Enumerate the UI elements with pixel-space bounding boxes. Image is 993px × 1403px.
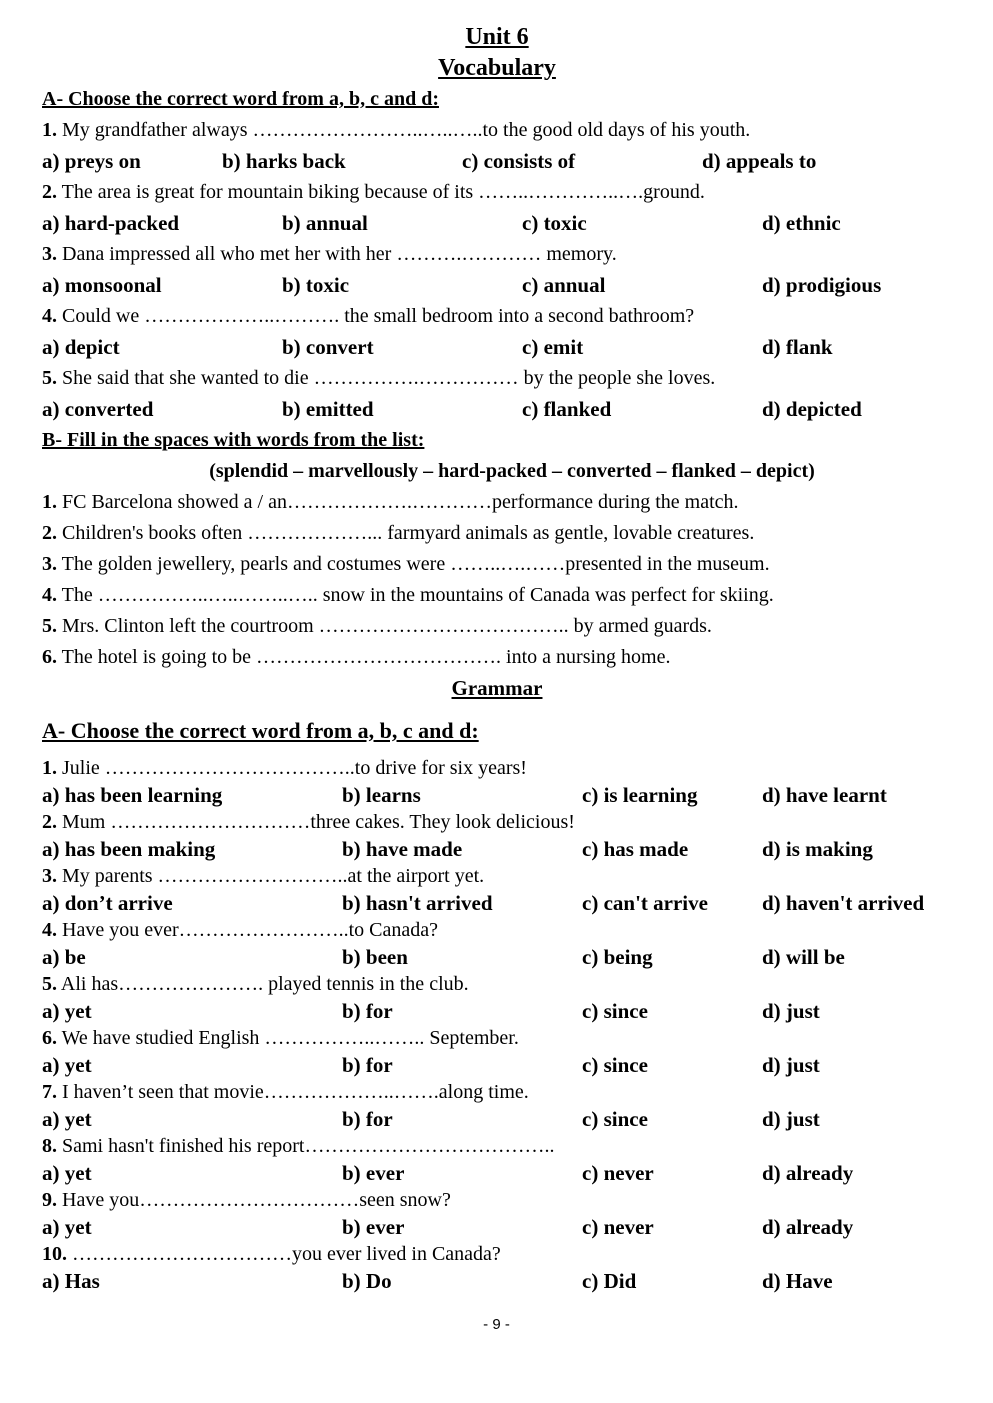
option-d[interactable]: d) have learnt [762,783,887,807]
question-number: 2. [42,181,57,203]
sentence-text: The hotel is going to be ………………………………. into a nursing home. [57,646,671,668]
grammar-question [42,863,952,890]
question-number: 1. [42,491,57,513]
sentence-text: The ……………..…..……..….. snow in the mountains of Canada was perfect for skiing. [57,584,774,606]
option-a[interactable]: a) yet [42,999,92,1023]
option-a[interactable]: a) has been learning [42,783,223,807]
sentence-text: Mrs. Clinton left the courtroom ……………………………….. by armed guards. [57,615,712,637]
question-number: 8. [42,1135,57,1157]
option-b[interactable]: b) have made [342,837,463,861]
sentence-text: FC Barcelona showed a / an……………….…………performance during the match. [57,491,739,513]
vocab-question [42,177,952,208]
option-a[interactable]: a) yet [42,1161,92,1185]
grammar-options [42,1268,952,1295]
question-number: 5. [42,367,57,389]
option-b[interactable]: b) ever [342,1161,405,1185]
vocab-part-a-heading: A- Choose the correct word from a, b, c and d: [42,88,439,110]
option-d[interactable]: d) flank [762,335,833,359]
option-b[interactable]: b) ever [342,1215,405,1239]
option-c[interactable]: c) emit [522,335,584,359]
question-number: 3. [42,553,57,575]
grammar-options [42,998,952,1025]
option-c[interactable]: c) since [582,1107,648,1131]
grammar-question [42,809,952,836]
question-text: The area is great for mountain biking because of its ……..…………..….ground. [57,181,705,203]
fill-in-sentence [42,518,952,549]
option-b[interactable]: b) for [342,999,393,1023]
vocab-options [42,332,952,363]
option-a[interactable]: a) has been making [42,837,216,861]
grammar-question [42,917,952,944]
vocab-question [42,301,952,332]
grammar-question [42,755,952,782]
question-text: I haven’t seen that movie………………..…….along time. [57,1081,529,1103]
option-a[interactable]: a) hard-packed [42,211,180,235]
option-d[interactable]: d) appeals to [702,149,817,173]
grammar-options [42,944,952,971]
vocab-options [42,394,952,425]
vocab-options [42,208,952,239]
option-d[interactable]: d) just [762,999,820,1023]
question-number: 6. [42,646,57,668]
option-a[interactable]: a) converted [42,397,154,421]
grammar-question [42,1025,952,1052]
grammar-question [42,1187,952,1214]
worksheet-page [42,22,952,1295]
vocabulary-title: Vocabulary [438,55,556,81]
sentence-text: The golden jewellery, pearls and costumes were ……..….……presented in the museum. [57,553,770,575]
question-text: My parents ………………………..at the airport yet. [57,865,485,887]
option-a[interactable]: a) monsoonal [42,273,162,297]
question-text: Have you ever……………………..to Canada? [57,919,439,941]
option-d[interactable]: d) already [762,1215,854,1239]
grammar-options [42,890,952,917]
sentence-text: Children's books often ………………... farmyard animals as gentle, lovable creatures. [57,522,755,544]
question-number: 3. [42,243,57,265]
question-number: 5. [42,615,57,637]
option-d[interactable]: d) depicted [762,397,862,421]
option-b[interactable]: b) toxic [282,273,350,297]
option-c[interactable]: c) never [582,1161,654,1185]
option-d[interactable]: d) haven't arrived [762,891,925,915]
option-c[interactable]: c) can't arrive [582,891,708,915]
option-c[interactable]: c) consists of [462,149,576,173]
option-c[interactable]: c) flanked [522,397,612,421]
grammar-question [42,1079,952,1106]
fill-in-sentence [42,487,952,518]
question-number: 2. [42,811,57,833]
option-b[interactable]: b) for [342,1053,393,1077]
option-c[interactable]: c) has made [582,837,689,861]
question-number: 4. [42,584,57,606]
fill-in-sentence [42,549,952,580]
vocab-part-b-heading: B- Fill in the spaces with words from the list: [42,429,425,451]
question-number: 4. [42,305,57,327]
option-a[interactable]: a) Has [42,1269,100,1293]
question-number: 4. [42,919,57,941]
question-text: Dana impressed all who met her with her ……….………… memory. [57,243,617,265]
option-b[interactable]: b) been [342,945,408,969]
option-a[interactable]: a) preys on [42,149,141,173]
question-number: 1. [42,757,57,779]
page-number: - 9 - [483,1316,510,1333]
grammar-options [42,1106,952,1133]
question-number: 9. [42,1189,57,1211]
question-number: 2. [42,522,57,544]
question-text: Could we ………………..………. the small bedroom into a second bathroom? [57,305,695,327]
grammar-question [42,1133,952,1160]
option-c[interactable]: c) never [582,1215,654,1239]
question-text: ……………………………you ever lived in Canada? [67,1243,501,1265]
option-c[interactable]: c) Did [582,1269,637,1293]
question-text: She said that she wanted to die …………….…………… by the people she loves. [57,367,716,389]
option-d[interactable]: d) prodigious [762,273,882,297]
question-number: 10. [42,1243,67,1265]
vocab-options [42,146,952,177]
fill-in-sentence [42,642,952,673]
grammar-part-a-heading: A- Choose the correct word from a, b, c and d: [42,718,479,743]
question-text: Have you……………………………seen snow? [57,1189,451,1211]
option-b[interactable]: b) learns [342,783,421,807]
option-b[interactable]: b) Do [342,1269,392,1293]
option-c[interactable]: c) being [582,945,653,969]
option-a[interactable]: a) be [42,945,86,969]
question-text: We have studied English ……………..…….. September. [57,1027,519,1049]
option-d[interactable]: d) is making [762,837,873,861]
unit-title: Unit 6 [465,24,529,50]
option-d[interactable]: d) will be [762,945,845,969]
question-number: 6. [42,1027,57,1049]
option-a[interactable]: a) don’t arrive [42,891,173,915]
question-text: Sami hasn't finished his report……………………………….. [57,1135,555,1157]
vocab-question [42,239,952,270]
question-text: Mum …………………………three cakes. They look delicious! [57,811,575,833]
grammar-options [42,782,952,809]
option-a[interactable]: a) yet [42,1215,92,1239]
option-d[interactable]: d) already [762,1161,854,1185]
option-b[interactable]: b) emitted [282,397,374,421]
grammar-options [42,836,952,863]
grammar-options [42,1052,952,1079]
option-c[interactable]: c) since [582,1053,648,1077]
option-c[interactable]: c) annual [522,273,606,297]
vocab-question [42,115,952,146]
option-d[interactable]: d) just [762,1107,820,1131]
question-number: 1. [42,119,57,141]
grammar-question [42,1241,952,1268]
vocab-options [42,270,952,301]
question-number: 5. [42,973,57,995]
option-b[interactable]: b) convert [282,335,374,359]
question-text: Julie ………………………………..to drive for six years! [57,757,527,779]
fill-in-sentence [42,611,952,642]
option-b[interactable]: b) for [342,1107,393,1131]
option-d[interactable]: d) Have [762,1269,833,1293]
word-list: (splendid – marvellously – hard-packed – converted – flanked – depict) [209,460,815,482]
option-a[interactable]: a) depict [42,335,120,359]
question-number: 3. [42,865,57,887]
option-c[interactable]: c) toxic [522,211,587,235]
option-d[interactable]: d) just [762,1053,820,1077]
option-b[interactable]: b) harks back [222,149,346,173]
question-number: 7. [42,1081,57,1103]
grammar-options [42,1160,952,1187]
option-c[interactable]: c) since [582,999,648,1023]
grammar-title: Grammar [451,676,543,700]
question-text: My grandfather always ……………………..…..…..to the good old days of his youth. [57,119,751,141]
option-b[interactable]: b) annual [282,211,368,235]
option-c[interactable]: c) is learning [582,783,698,807]
fill-in-sentence [42,580,952,611]
vocab-question [42,363,952,394]
option-a[interactable]: a) yet [42,1107,92,1131]
option-d[interactable]: d) ethnic [762,211,841,235]
option-a[interactable]: a) yet [42,1053,92,1077]
question-text: Ali has…………………. played tennis in the club. [57,973,469,995]
option-b[interactable]: b) hasn't arrived [342,891,493,915]
grammar-question [42,971,952,998]
grammar-options [42,1214,952,1241]
